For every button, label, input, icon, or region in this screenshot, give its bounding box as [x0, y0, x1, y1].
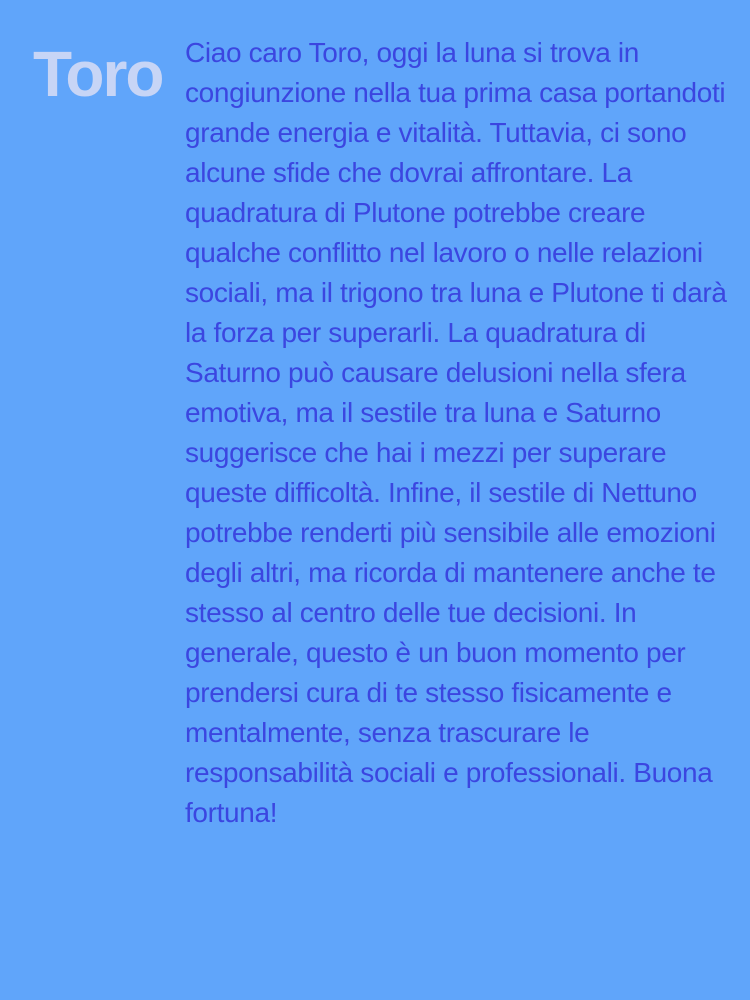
horoscope-paragraph: Ciao caro Toro, oggi la luna si trova in congiunzione nella tua prima casa portandoti grande energia e vitalità. Tuttavia, ci sono alcune sfide che dovrai affrontare. La quadratura di Plutone potrebbe creare qualche conflitto nel lavoro o nelle relazioni sociali, ma il trigono tra luna e Plutone ti darà la forza per superarli. La quadratura di Saturno può causare delusioni nella sfera emotiva, ma il sestile tra luna e Saturno suggerisce che hai i mezzi per superare queste difficoltà. Infine, il sestile di Nettuno potrebbe renderti più sensibile alle emozioni degli altri, ma ricorda di mantenere anche te stesso al centro delle tue decisioni. In generale, questo è un buon momento per prendersi cura di te stesso fisicamente e mentalmente, senza trascurare le responsabilità sociali e professionali. Buona fortuna!	[185, 37, 727, 828]
zodiac-sign-title: Toro	[33, 38, 163, 110]
